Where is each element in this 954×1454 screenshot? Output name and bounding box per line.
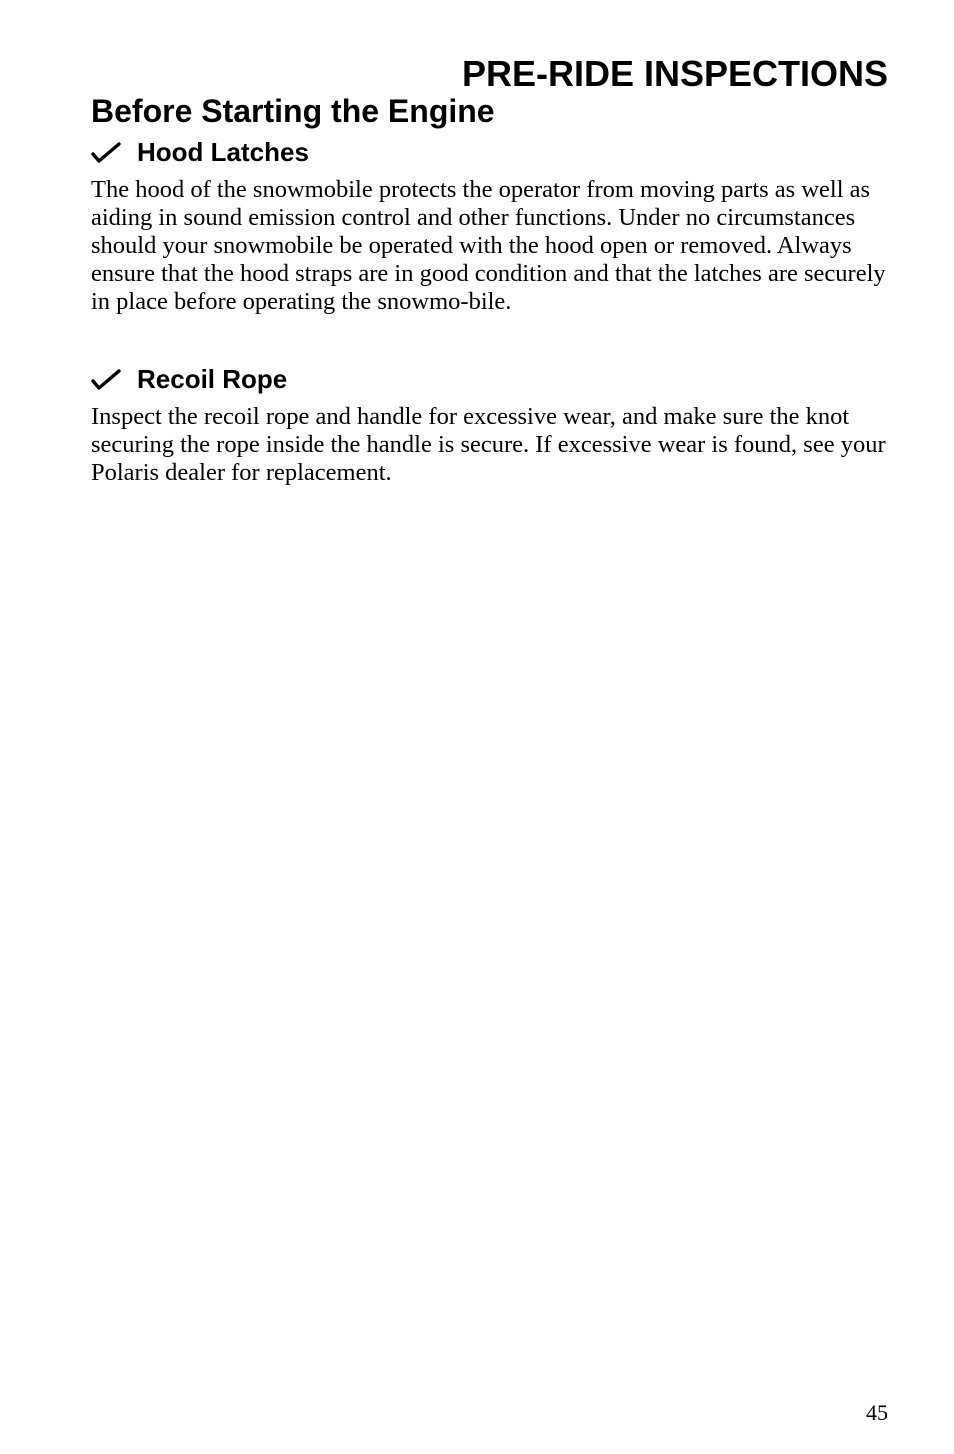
subsection-title: Recoil Rope (137, 364, 288, 394)
subsection-body: Inspect the recoil rope and handle for excessive wear, and make sure the knot securing the rope inside the handle is secure. If excessive wear is found, see your Polaris dealer for replacement. (91, 403, 886, 486)
subsection-recoil-rope (91, 361, 891, 487)
subsection-hood-latches (91, 134, 891, 316)
subsection-body: The hood of the snowmobile protects the operator from moving parts as well as aiding in sound emission control and other functions. Under no circumstances should your snowmobile be operated with the hood open or removed. Always ensure that the hood straps are in good condition and that the latches are securely in place before operating the snowmo-bile. (91, 176, 886, 315)
subsection-heading (91, 361, 891, 397)
page-number: 45 (866, 1400, 888, 1425)
subsection-heading (91, 134, 891, 170)
checkmark-icon (91, 368, 121, 390)
section-title: Before Starting the Engine (91, 93, 495, 129)
checkmark-icon (91, 141, 121, 163)
chapter-title: PRE-RIDE INSPECTIONS (461, 53, 888, 94)
subsection-title: Hood Latches (137, 137, 309, 167)
